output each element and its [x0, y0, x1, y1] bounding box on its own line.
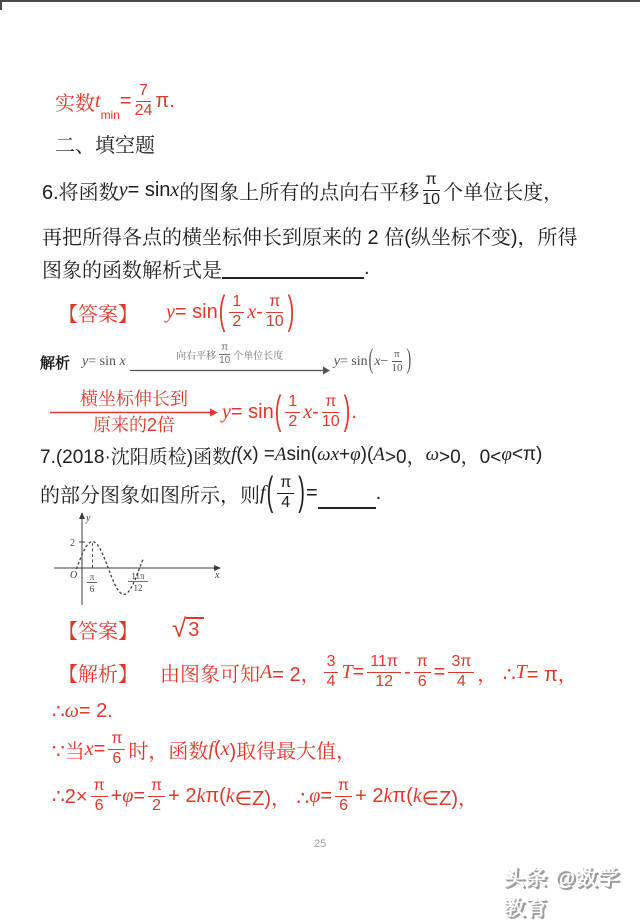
math-var: φ: [122, 784, 134, 807]
right-paren: ): [343, 389, 351, 433]
math-var: ω: [425, 444, 439, 465]
fraction: [266, 294, 284, 331]
x-tick2-den: 12: [133, 583, 143, 593]
left-paren: (: [218, 289, 226, 333]
frac-den: 6: [339, 796, 349, 814]
text-run: = 2，: [272, 663, 321, 686]
y-max-label: 2: [70, 538, 75, 549]
text-run: .: [364, 256, 370, 279]
math-var: x: [374, 354, 381, 369]
text-run: ， ∴: [477, 663, 516, 686]
text-run: >0，0<: [439, 446, 502, 468]
frac-den: 6: [112, 749, 122, 767]
fraction: [148, 778, 165, 815]
transform-arrow-stretch: [50, 390, 218, 435]
section-heading: [55, 128, 155, 158]
q7-graph: [48, 506, 226, 610]
scan-edge-top: [0, 0, 640, 2]
section-title: 二、填空题: [55, 134, 155, 157]
text-run: 个单位长度: [233, 351, 284, 362]
text-run: sin(: [286, 444, 318, 465]
answer-blank: [318, 506, 376, 509]
q7-answer-line: [58, 608, 204, 650]
math-expression: [333, 346, 389, 376]
left-paren: (: [274, 389, 282, 433]
frac-num: 1: [229, 294, 244, 313]
frac-num: π: [108, 731, 125, 750]
frac-den: 6: [94, 796, 104, 814]
text-run: (: [213, 737, 221, 760]
fraction: [219, 343, 230, 366]
math-var: f: [231, 444, 237, 465]
frac-num: π: [148, 778, 165, 797]
frac-num: π: [394, 348, 400, 361]
frac-den: 10: [219, 354, 231, 366]
y-axis-label: y: [86, 513, 91, 524]
text-run: >0，: [384, 446, 426, 468]
math-var: f: [260, 481, 266, 504]
math-subscript: min: [100, 108, 120, 122]
frac-den: 10: [265, 312, 284, 330]
text-run: 个单位长度，: [443, 181, 564, 204]
fraction: [414, 654, 431, 691]
math-var: k: [383, 784, 393, 807]
sqrt-expression: [172, 613, 204, 644]
frac-den: 4: [281, 493, 291, 511]
frac-den: 2: [152, 796, 161, 814]
math-var: T: [515, 660, 527, 683]
frac-den: 6: [417, 672, 427, 690]
fraction: [422, 172, 440, 209]
fraction: [335, 778, 352, 815]
text-run: = sin: [88, 354, 120, 369]
fraction: [448, 654, 474, 691]
text-run: =: [320, 784, 333, 807]
text-run: <π): [511, 444, 543, 465]
math-var: y: [333, 354, 340, 369]
text-run: = sin: [174, 300, 218, 323]
origin-label: O: [70, 570, 78, 581]
x-tick1-den: 6: [89, 584, 95, 594]
q6-line-2: [42, 220, 578, 250]
math-var: y: [166, 300, 175, 323]
text-run: 图象的函数解析式是: [42, 259, 222, 282]
x-tick1-num: π: [89, 572, 95, 582]
arrow-label-bottom: 原来的2倍: [92, 414, 175, 435]
frac-den: 2: [288, 412, 298, 430]
answer-blank: [222, 276, 364, 279]
scan-edge-left: [0, 0, 2, 10]
text-run: )取得最大值，: [229, 740, 357, 763]
jiexi-label: 【解析】: [58, 663, 138, 686]
radical-icon: √: [172, 613, 187, 644]
frac-num: π: [277, 475, 294, 494]
text-run: +: [110, 784, 123, 807]
math-var: φ: [501, 444, 512, 465]
frac-den: 4: [456, 672, 466, 690]
text-run: 6.将函数: [42, 181, 119, 204]
text-run: .: [375, 481, 382, 504]
text-run: -: [256, 300, 263, 323]
q7-jiexi-line-1: [58, 648, 578, 696]
q7-jiexi-line-3: [52, 726, 356, 772]
arrow-label-top: 横坐标伸长到: [80, 388, 188, 409]
fraction: [285, 394, 300, 431]
fraction: [91, 778, 108, 815]
math-var: x: [84, 737, 94, 760]
frac-num: π: [266, 294, 283, 313]
math-var: φ: [350, 444, 361, 465]
frac-den: 10: [422, 190, 441, 208]
jiexi-label: 解析: [40, 354, 71, 372]
math-var: T: [341, 660, 353, 683]
text-run: )(: [360, 444, 374, 465]
math-var: y: [222, 400, 231, 423]
text-run: π(: [205, 784, 226, 807]
math-var: x: [220, 737, 230, 760]
q7-line-1: [40, 440, 542, 470]
text-run: -: [312, 400, 319, 423]
text-run: π(: [392, 784, 413, 807]
math-var: x: [170, 178, 180, 201]
fraction: [322, 394, 340, 431]
watermark: 头条 @数学教育: [504, 867, 621, 920]
q6-line-3: [42, 252, 370, 284]
text-run: −: [380, 354, 389, 369]
text-run: = sin: [127, 178, 171, 201]
x-tick2-num: 11π: [131, 571, 145, 581]
tmin-result-line: [55, 78, 175, 124]
text-run: =: [433, 660, 446, 683]
left-paren: (: [368, 346, 374, 376]
q6-transform-line: [50, 386, 357, 438]
frac-num: π: [335, 778, 352, 797]
fraction: [391, 349, 402, 374]
text-run: 实数: [55, 92, 95, 115]
q6-line-1: [42, 166, 563, 214]
frac-num: 7: [136, 83, 151, 102]
frac-num: 3π: [448, 654, 474, 673]
text-run: 由图象可知: [160, 663, 260, 686]
frac-den: 12: [375, 672, 394, 690]
math-var: A: [274, 444, 287, 465]
frac-den: 4: [326, 672, 336, 690]
text-run: =: [93, 737, 106, 760]
frac-den: 10: [321, 412, 340, 430]
math-expression: [82, 354, 126, 370]
math-var: ω: [64, 699, 79, 722]
right-paren: ): [298, 470, 305, 514]
text-run: 时，函数: [128, 740, 209, 763]
arrow-label: [176, 343, 283, 366]
right-paren: ): [406, 346, 412, 376]
text-run: = sin: [339, 354, 368, 369]
text-run: 再把所得各点的横坐标伸长到原来的 2 倍(纵坐标不变)，所得: [42, 226, 578, 249]
x-axis-label: x: [215, 570, 220, 581]
page-number: 25: [314, 838, 327, 850]
math-var: y: [82, 354, 89, 369]
frac-num: π: [91, 778, 108, 797]
fraction: [108, 731, 125, 768]
q6-answer-line: [58, 288, 295, 336]
math-var: f: [208, 737, 214, 760]
text-run: =: [305, 481, 318, 504]
text-run: 的图象上所有的点向右平移: [179, 181, 420, 204]
fraction: [229, 294, 244, 331]
arrow-shaft-icon: [130, 366, 330, 375]
math-var: t: [95, 89, 101, 112]
frac-num: 3: [324, 654, 339, 673]
math-var: x: [119, 354, 126, 369]
frac-den: 24: [134, 101, 153, 119]
fraction: [277, 475, 294, 512]
text-run: =: [352, 660, 365, 683]
math-var: ωx: [317, 444, 340, 465]
q6-jiexi-line: [40, 336, 412, 388]
text-run: 向右平移: [176, 351, 217, 362]
frac-num: π: [423, 172, 440, 191]
text-run: = sin: [230, 400, 274, 423]
q7-jiexi-line-4: [52, 772, 478, 820]
math-var: x: [303, 400, 313, 423]
text-run: -: [403, 660, 411, 683]
answer-label: 【答案】: [58, 303, 138, 326]
frac-num: 11π: [367, 654, 401, 673]
math-var: y: [118, 178, 128, 201]
y-axis-arrow-icon: [79, 512, 85, 519]
text-run: + 2: [355, 784, 384, 807]
frac-num: 1: [285, 394, 300, 413]
text-run: = π，: [526, 663, 578, 686]
text-run: +: [339, 444, 351, 465]
text-run: = 2.: [78, 699, 113, 722]
fraction: [324, 654, 339, 691]
radicand: 3: [186, 617, 204, 640]
text-run: + 2: [168, 784, 197, 807]
text-run: (x) =: [236, 444, 275, 465]
text-run: ∈Z)， ∴: [234, 787, 310, 810]
text-run: π.: [155, 89, 175, 112]
frac-num: π: [414, 654, 431, 673]
frac-den: 2: [232, 312, 242, 330]
text-run: 的部分图象如图所示，则: [40, 484, 260, 507]
frac-num: π: [221, 342, 229, 353]
math-var: k: [225, 784, 235, 807]
transform-arrow-right-shift: [130, 343, 330, 375]
text-run: ∵当: [52, 740, 85, 763]
q7-jiexi-line-2: [52, 696, 113, 726]
text-run: =: [119, 89, 132, 112]
text-run: .: [351, 400, 357, 423]
text-run: ∴2×: [52, 785, 88, 808]
text-run: 7.(2018·沈阳质检)函数: [40, 446, 232, 468]
answer-label: 【答案】: [58, 620, 138, 643]
math-var: φ: [309, 784, 321, 807]
text-run: =: [133, 784, 146, 807]
right-paren: ): [287, 289, 295, 333]
math-var: A: [260, 660, 273, 683]
math-var: k: [412, 784, 422, 807]
frac-num: π: [322, 394, 339, 413]
text-run: ∴: [52, 700, 65, 723]
math-var: A: [373, 444, 385, 465]
math-var: k: [196, 784, 206, 807]
fraction: [367, 654, 401, 691]
frac-den: 10: [391, 362, 403, 374]
left-paren: (: [266, 470, 274, 514]
fraction: [135, 83, 153, 120]
text-run: ∈Z)，: [421, 787, 479, 810]
math-var: x: [247, 300, 257, 323]
